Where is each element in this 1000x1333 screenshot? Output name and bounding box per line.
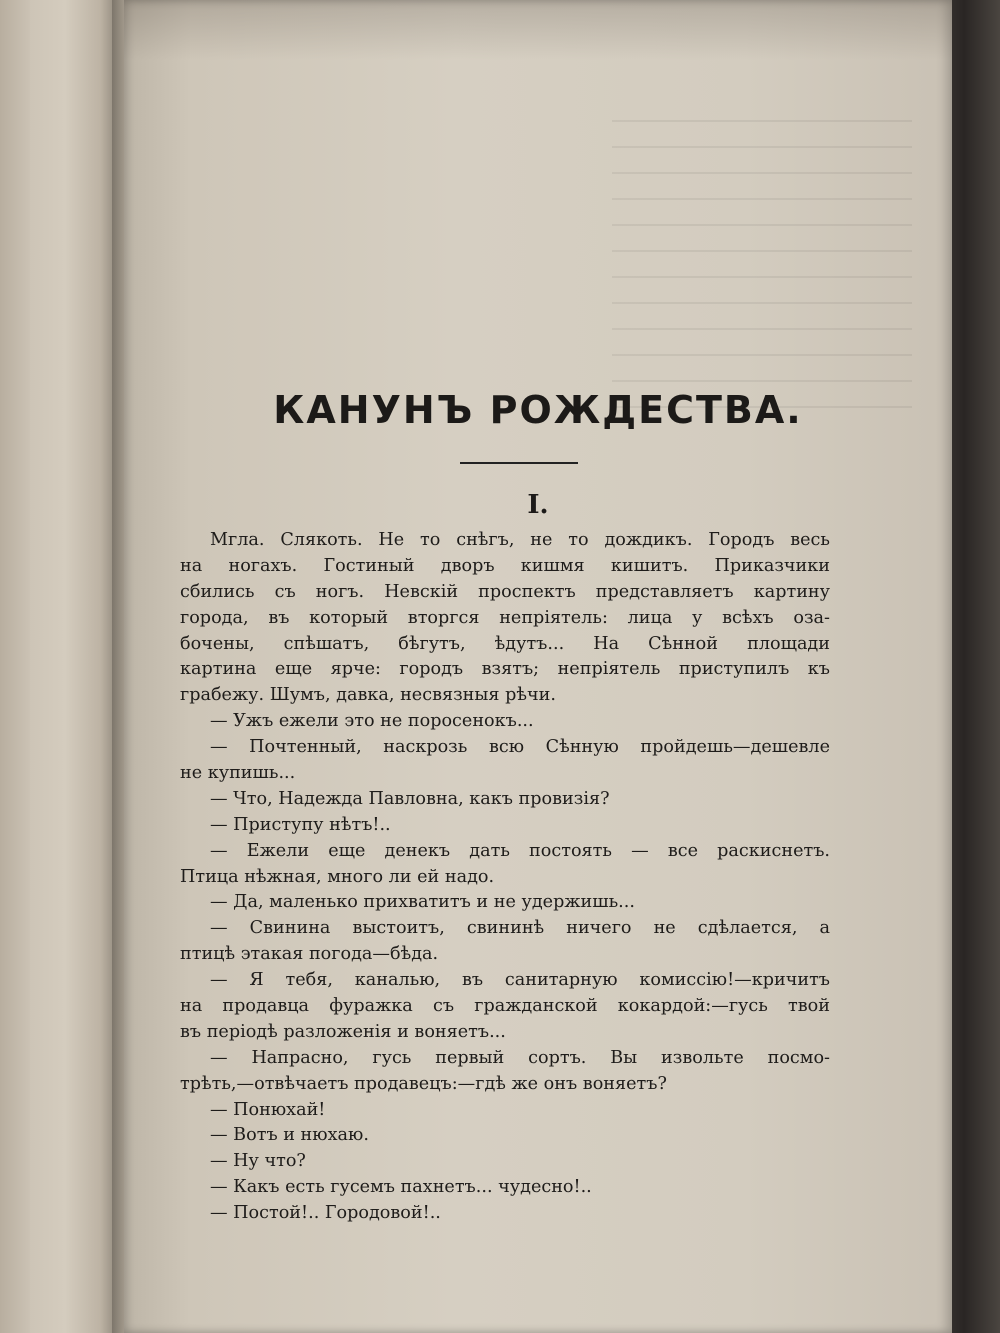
body-text: [180, 528, 830, 1227]
text-line: картина еще ярче: городъ взятъ; непріятель приступилъ къ: [180, 659, 830, 680]
text-line: — Ежели еще денекъ дать постоять — все раскиснетъ.: [210, 840, 830, 861]
text-line: — Я тебя, каналью, въ санитарную комиссію!—кричитъ: [210, 970, 830, 991]
text-line: — Напрасно, гусь первый сортъ. Вы извольте посмо-: [210, 1047, 830, 1068]
page-shadow: [124, 0, 952, 60]
text-line: — Какъ есть гусемъ пахнетъ... чудесно!..: [210, 1177, 592, 1198]
chapter-number: I.: [527, 490, 549, 520]
text-line: птицѣ этакая погода—бѣда.: [180, 944, 439, 965]
text-line: — Ужъ ежели это не поросенокъ...: [210, 711, 534, 732]
text-line: въ періодѣ разложенія и воняетъ...: [180, 1021, 506, 1042]
text-line: — Постой!.. Городовой!..: [210, 1203, 441, 1224]
text-line: бочены, спѣшатъ, бѣгутъ, ѣдутъ... На Сѣнной площади: [180, 633, 830, 654]
text-line: — Почтенный, наскрозь всю Сѣнную пройдешь—дешевле: [210, 737, 830, 758]
book-page: [124, 0, 952, 1333]
text-line: — Приступу нѣтъ!..: [210, 814, 391, 835]
left-page-edge: [0, 0, 118, 1333]
text-line: — Понюхай!: [210, 1099, 326, 1120]
text-line: — Что, Надежда Павловна, какъ провизія?: [210, 788, 610, 809]
text-line: сбились съ ногъ. Невскій проспектъ представляетъ картину: [180, 581, 830, 602]
text-line: грабежу. Шумъ, давка, несвязныя рѣчи.: [180, 685, 556, 706]
show-through-text: [612, 120, 912, 420]
text-line: — Ну что?: [210, 1151, 306, 1172]
text-line: трѣть,—отвѣчаетъ продавецъ:—гдѣ же онъ воняетъ?: [180, 1073, 667, 1094]
left-page-margin: [0, 0, 30, 1333]
text-line: на ногахъ. Гостиный дворъ кишмя кишитъ. Приказчики: [180, 555, 830, 576]
title-rule: [460, 462, 578, 464]
story-title: КАНУНЪ РОЖДЕСТВА.: [273, 388, 803, 432]
text-line: — Свинина выстоитъ, свининѣ ничего не сдѣлается, а: [210, 918, 830, 939]
text-line: Птица нѣжная, много ли ей надо.: [180, 866, 495, 887]
text-line: Мгла. Слякоть. Не то снѣгъ, не то дождикъ. Городъ весь: [210, 530, 830, 550]
text-line: города, въ который вторгся непріятель: лица у всѣхъ оза-: [180, 607, 830, 628]
text-line: не купишь...: [180, 763, 296, 784]
text-line: на продавца фуражка съ гражданской кокардой:—гусь твой: [180, 996, 830, 1017]
text-line: — Да, маленько прихватитъ и не удержишь...: [210, 892, 635, 913]
text-line: — Вотъ и нюхаю.: [210, 1125, 369, 1146]
